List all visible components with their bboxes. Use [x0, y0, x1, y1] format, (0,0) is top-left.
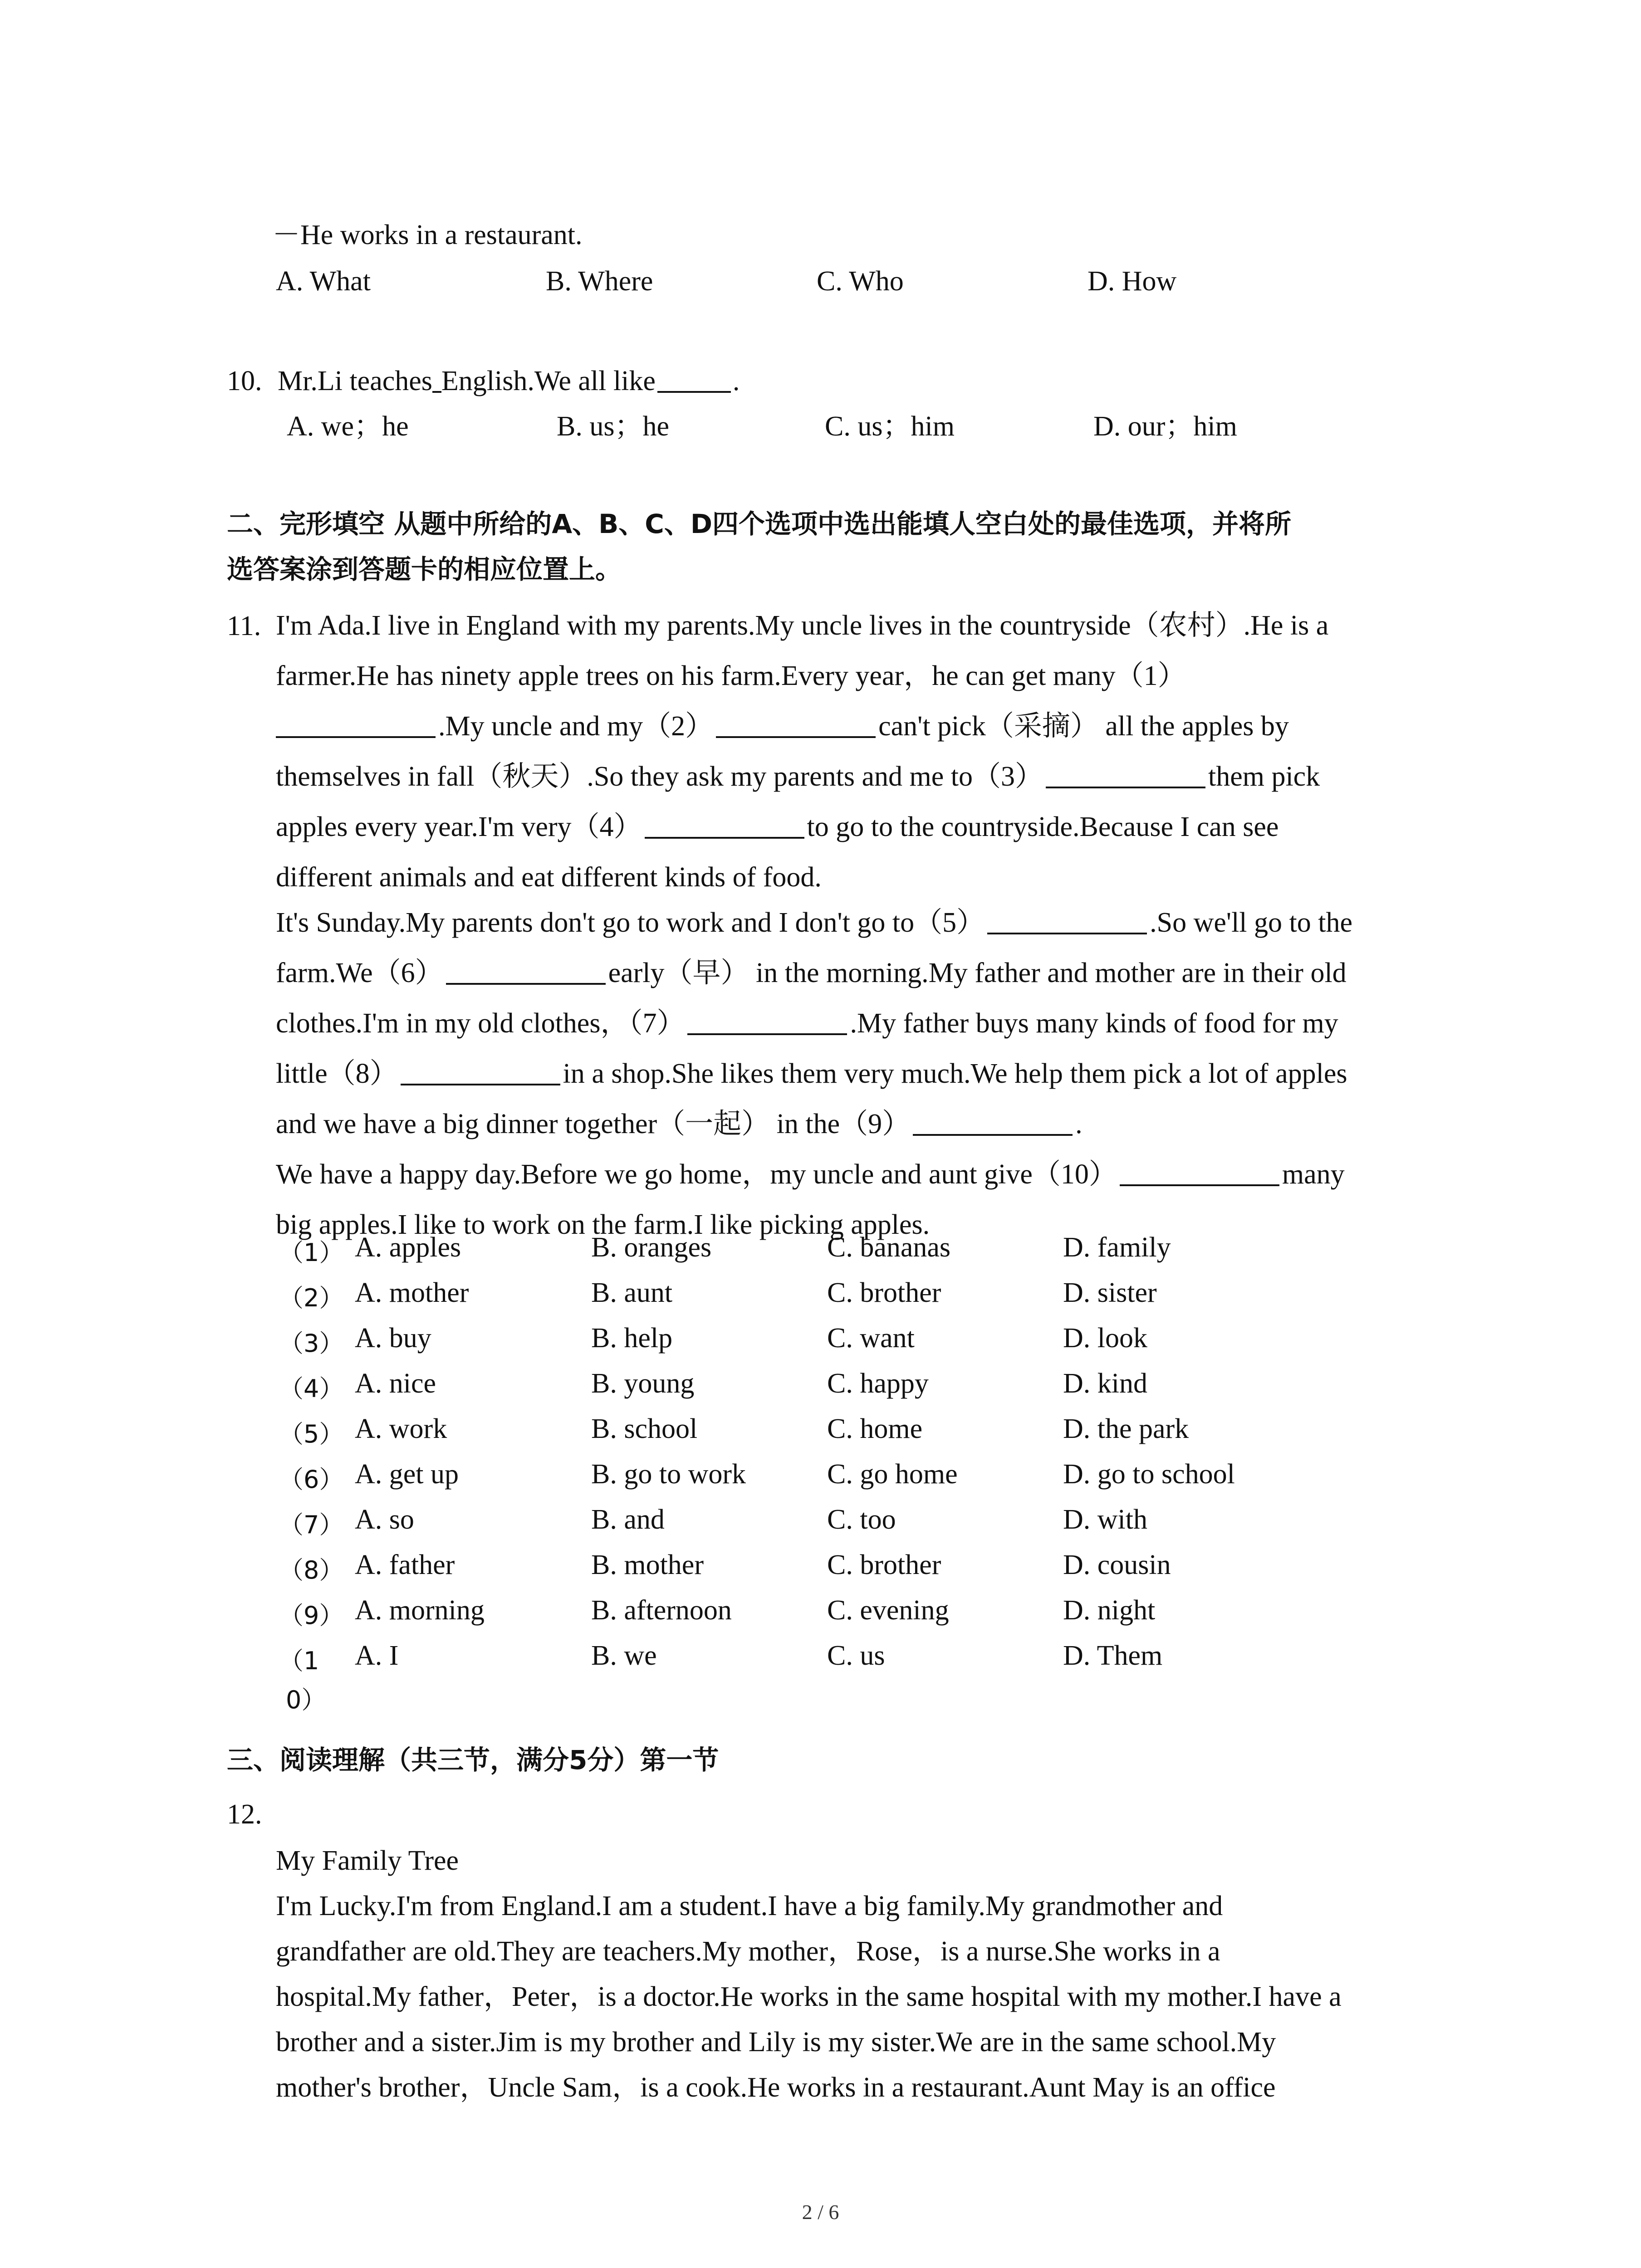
q10-option-b: B. us；he [557, 411, 670, 442]
blank-7 [687, 1005, 847, 1035]
q11-line-12: We have a happy day.Before we go home，my uncle and aunt give（10） many [276, 1149, 1474, 1200]
q11-option-a: A. work [355, 1413, 447, 1444]
q9-option-b: B. Where [546, 266, 653, 297]
q11-line-11: and we have a big dinner together（一起） in the（9） . [276, 1099, 1474, 1149]
q11-option-a: A. apples [355, 1232, 461, 1263]
q11-option-row-number: （1） [279, 1238, 344, 1267]
q10-stem [278, 363, 740, 399]
q12-title: My Family Tree [276, 1845, 459, 1876]
q11-option-row-number: （2） [279, 1284, 344, 1312]
q11-option-d: D. cousin [1063, 1549, 1171, 1580]
q11-option-b: B. help [591, 1323, 673, 1354]
q11-option-d: D. go to school [1063, 1459, 1235, 1490]
q11-option-c: C. too [827, 1504, 896, 1535]
q11-option-row-number: （6） [279, 1465, 344, 1494]
q11-option-d: D. Them [1063, 1640, 1163, 1671]
q9-option-a: A. What [276, 266, 371, 297]
q10-blank [657, 363, 731, 393]
blank-1 [276, 708, 436, 738]
q12-line-3: hospital.My father，Peter，is a doctor.He works in the same hospital with my mother.I have a [276, 1981, 1342, 2012]
q9-option-d: D. How [1087, 266, 1177, 297]
q10-option-c: C. us；him [825, 411, 955, 442]
q11-option-c: C. brother [827, 1277, 941, 1308]
q11-option-row-number: （3） [279, 1329, 344, 1358]
q11-option-a: A. father [355, 1549, 455, 1580]
q11-option-row-number: （8） [279, 1556, 344, 1584]
q11-option-a: A. buy [355, 1323, 431, 1354]
q11-line-10: little（8） in a shop.She likes them very much.We help them pick a lot of apples [276, 1049, 1474, 1099]
q12-line-5: mother's brother，Uncle Sam，is a cook.He works in a restaurant.Aunt May is an office [276, 2072, 1276, 2103]
q9-option-c: C. Who [817, 266, 904, 297]
blank-9 [913, 1106, 1073, 1136]
q11-option-c: C. happy [827, 1368, 929, 1399]
blank-5 [987, 904, 1147, 934]
q11-option-row-number: （1 [279, 1647, 319, 1675]
q11-option-a: A. so [355, 1504, 414, 1535]
q11-option-row-number: （5） [279, 1420, 344, 1448]
q10-stem-c: . [732, 366, 740, 396]
q12-line-2: grandfather are old.They are teachers.My mother，Rose，is a nurse.She works in a [276, 1936, 1220, 1967]
q11-option-b: B. we [591, 1640, 657, 1671]
q11-option-a: A. morning [355, 1595, 485, 1626]
q11-option-d: D. look [1063, 1323, 1147, 1354]
q10-number: 10. [227, 366, 262, 396]
q10-stem-b: English.We all like [441, 366, 656, 396]
q11-option-a: A. nice [355, 1368, 436, 1399]
q11-option-c: C. evening [827, 1595, 949, 1626]
q11-option-c: C. bananas [827, 1232, 951, 1263]
q11-option-b: B. school [591, 1413, 698, 1444]
q11-row10-num-tail: 0） [286, 1686, 326, 1714]
q11-number: 11. [227, 611, 261, 641]
q11-option-d: D. sister [1063, 1277, 1157, 1308]
section2-heading-line1: 二、完形填空 从题中所给的A、B、C、D四个选项中选出能填人空白处的最佳选项，并将所 [227, 508, 1292, 539]
q11-option-c: C. brother [827, 1549, 941, 1580]
q11-line-5: apples every year.I'm very（4） to go to the countryside.Because I can see [276, 802, 1474, 852]
q11-option-c: C. want [827, 1323, 915, 1354]
q11-line-4: themselves in fall（秋天）.So they ask my parents and me to（3） them pick [276, 752, 1474, 802]
q11-passage [276, 601, 1474, 1250]
blank-4 [645, 809, 804, 839]
q11-line-7: It's Sunday.My parents don't go to work and I don't go to（5） .So we'll go to the [276, 898, 1474, 948]
q11-option-b: B. mother [591, 1549, 704, 1580]
page-number: 2 / 6 [802, 2200, 839, 2224]
q11-option-b: B. young [591, 1368, 695, 1399]
blank-8 [401, 1056, 560, 1085]
blank-2 [716, 708, 876, 738]
q11-option-d: D. night [1063, 1595, 1156, 1626]
q11-option-b: B. and [591, 1504, 665, 1535]
q9-answer-line: －He works in a restaurant. [272, 220, 583, 250]
q11-option-b: B. oranges [591, 1232, 712, 1263]
q11-line-1: I'm Ada.I live in England with my parents.My uncle lives in the countryside（农村）.He is a [276, 610, 1329, 641]
q12-number: 12. [227, 1799, 262, 1830]
blank-10 [1120, 1156, 1279, 1186]
q11-option-a: A. I [355, 1640, 399, 1671]
q11-option-row-number: （7） [279, 1510, 344, 1539]
q11-line-3: .My uncle and my（2） can't pick（采摘） all the apples by [276, 701, 1474, 752]
q11-option-b: B. go to work [591, 1459, 746, 1490]
q11-option-a: A. get up [355, 1459, 459, 1490]
q11-option-row-number: （9） [279, 1601, 344, 1630]
q11-option-b: B. afternoon [591, 1595, 732, 1626]
q11-option-d: D. family [1063, 1232, 1171, 1263]
q11-option-row-number: （4） [279, 1374, 344, 1403]
q10-mini-blank [432, 366, 441, 393]
q11-line-2: farmer.He has ninety apple trees on his farm.Every year，he can get many（1） [276, 660, 1186, 691]
blank-3 [1046, 758, 1205, 788]
q11-option-d: D. with [1063, 1504, 1147, 1535]
section3-heading: 三、阅读理解（共三节，满分5分）第一节 [227, 1745, 719, 1775]
section2-heading-line2: 选答案涂到答题卡的相应位置上。 [227, 554, 622, 585]
q10-option-a: A. we；he [287, 411, 409, 442]
q11-option-d: D. kind [1063, 1368, 1147, 1399]
blank-6 [446, 955, 606, 985]
q10-stem-a: Mr.Li teaches [278, 366, 432, 396]
q10-option-d: D. our；him [1093, 411, 1237, 442]
q12-line-4: brother and a sister.Jim is my brother and Lily is my sister.We are in the same school.My [276, 2027, 1276, 2058]
q11-line-6: different animals and eat different kinds of food. [276, 862, 822, 893]
q11-option-a: A. mother [355, 1277, 469, 1308]
q11-line-9: clothes.I'm in my old clothes，（7） .My father buys many kinds of food for my [276, 998, 1474, 1049]
q11-option-d: D. the park [1063, 1413, 1189, 1444]
q11-line-13: big apples.I like to work on the farm.I like picking apples. [276, 1209, 930, 1240]
q11-line-8: farm.We（6） early（早） in the morning.My father and mother are in their old [276, 948, 1474, 998]
q12-line-1: I'm Lucky.I'm from England.I am a student.I have a big family.My grandmother and [276, 1891, 1223, 1921]
q11-option-c: C. go home [827, 1459, 958, 1490]
q11-option-c: C. home [827, 1413, 923, 1444]
q11-option-c: C. us [827, 1640, 885, 1671]
q11-option-b: B. aunt [591, 1277, 673, 1308]
